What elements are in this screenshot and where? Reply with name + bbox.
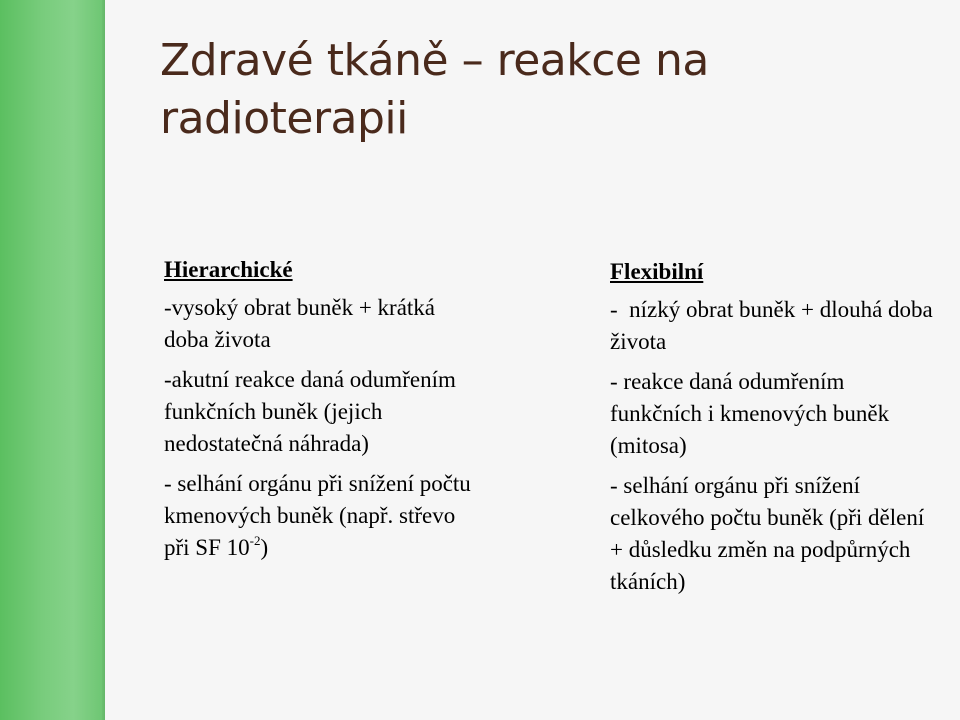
right-column: [610, 258, 940, 606]
left-item-1: -vysoký obrat buněk + krátká doba života: [164, 295, 436, 352]
left-item-2: -akutní reakce daná odumřením funkčních buněk (jejich nedostatečná náhrada): [164, 367, 456, 456]
left-item-3-superscript: -2: [249, 533, 261, 548]
right-item-2: - reakce daná odumřením funkčních i kmenových buněk (mitosa): [610, 369, 890, 458]
slide-title: Zdravé tkáně – reakce na radioterapii: [160, 35, 709, 144]
right-item-3: - selhání orgánu při snížení celkového počtu buněk (při dělení + důsledku změn na podpůrných tkáních): [610, 473, 925, 594]
left-item-3-end: ): [260, 535, 269, 560]
left-column: [164, 256, 484, 572]
left-item-3: [164, 468, 484, 564]
left-item-3-text: - selhání orgánu při snížení počtu kmenových buněk (např. střevo při SF 10: [164, 471, 471, 560]
right-item-1: - nízký obrat buněk + dlouhá doba života: [610, 297, 939, 354]
green-side-bar: [0, 0, 105, 720]
right-column-heading: Flexibilní: [610, 259, 704, 284]
left-column-heading: Hierarchické: [164, 257, 293, 282]
